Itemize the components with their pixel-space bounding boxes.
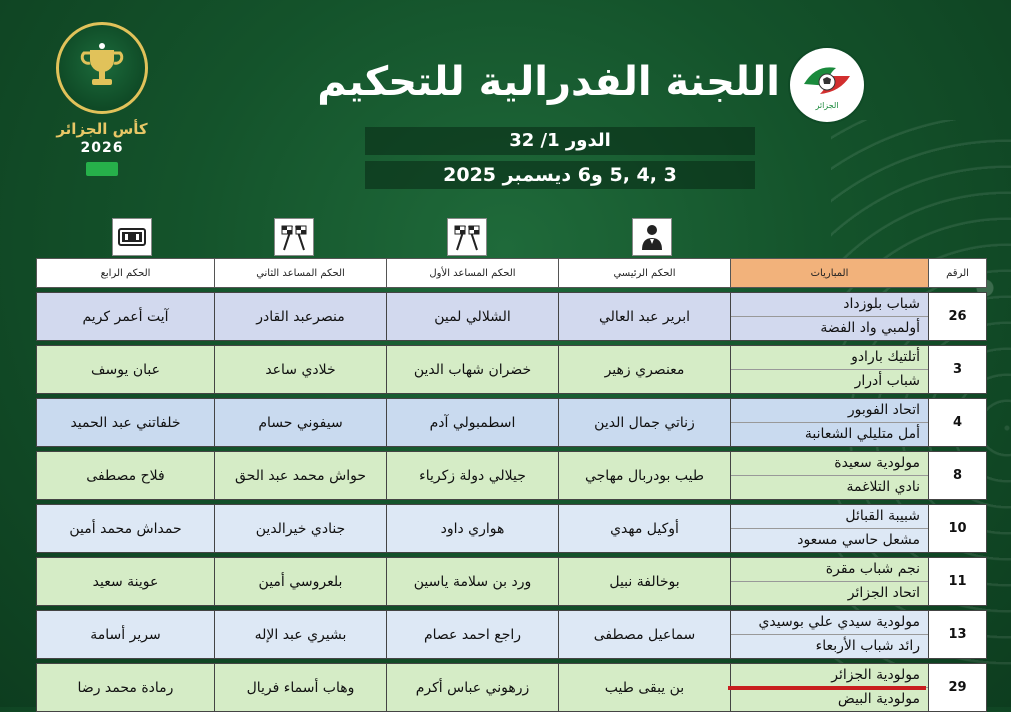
- match-cell: [731, 558, 929, 606]
- table-row: [37, 293, 987, 341]
- away-team: أمل متليلي الشعانبة: [731, 423, 928, 446]
- main-referee: بن يبقى طيب: [559, 664, 731, 712]
- away-team: اتحاد الجزائر: [731, 582, 928, 605]
- table-row: [37, 346, 987, 394]
- assistant-referee-1: جيلالي دولة زكرياء: [387, 452, 559, 500]
- match-dates: 3 ,4 ,5 و6 ديسمبر 2025: [365, 161, 755, 189]
- assistant-referee-1: الشلالي لمين: [387, 293, 559, 341]
- page-title: اللجنة الفدرالية للتحكيم: [317, 59, 780, 105]
- main-referee: معنصري زهير: [559, 346, 731, 394]
- main-referee: طيب بودربال مهاجي: [559, 452, 731, 500]
- fourth-referee: عوينة سعيد: [37, 558, 215, 606]
- federation-caption: الجزائر: [815, 101, 839, 110]
- assistant-referee-2: منصرعبد القادر: [215, 293, 387, 341]
- assistant-referee-2: سيفوني حسام: [215, 399, 387, 447]
- assistant-referee-2: جنادي خيرالدين: [215, 505, 387, 553]
- round-label: الدور 1/ 32: [365, 127, 755, 155]
- algerian-cup-logo: [48, 22, 156, 184]
- assistant-referee-1: ورد بن سلامة ياسين: [387, 558, 559, 606]
- fourth-referee: فلاح مصطفى: [37, 452, 215, 500]
- match-cell: [731, 293, 929, 341]
- assistant-referee-2: بشيري عبد الإله: [215, 611, 387, 659]
- assistant-referee-2: وهاب أسماء فريال: [215, 664, 387, 712]
- assistant-referee-1: اسطمبولي آدم: [387, 399, 559, 447]
- fourth-referee: سرير أسامة: [37, 611, 215, 659]
- table-row: [37, 505, 987, 553]
- assistant-referee-2: بلعروسي أمين: [215, 558, 387, 606]
- match-number: 8: [929, 452, 987, 500]
- match-number: 13: [929, 611, 987, 659]
- table-row: [37, 399, 987, 447]
- match-number: 4: [929, 399, 987, 447]
- header-assistant-1: الحكم المساعد الأول: [387, 259, 559, 288]
- home-team: اتحاد الفوبور: [731, 399, 928, 423]
- away-team: أولمبي واد الفضة: [731, 317, 928, 340]
- home-team: مولودية سعيدة: [731, 452, 928, 476]
- match-cell: [731, 505, 929, 553]
- checkered-flags-icon: [274, 218, 314, 256]
- fourth-referee: آيت أعمر كريم: [37, 293, 215, 341]
- substitution-board-icon: [112, 218, 152, 256]
- trophy-icon: [72, 38, 132, 98]
- header-main-referee: الحكم الرئيسي: [559, 259, 731, 288]
- cup-year: 2026: [80, 140, 124, 156]
- table-row: [37, 558, 987, 606]
- match-cell: [731, 611, 929, 659]
- main-referee: ابرير عبد العالي: [559, 293, 731, 341]
- main-referee: سماعيل مصطفى: [559, 611, 731, 659]
- table-row: [37, 611, 987, 659]
- home-team: شباب بلوزداد: [731, 293, 928, 317]
- table-header-row: [37, 259, 987, 288]
- fourth-referee: حمداش محمد أمين: [37, 505, 215, 553]
- assistant-referee-1: خضران شهاب الدين: [387, 346, 559, 394]
- fourth-referee: عبان يوسف: [37, 346, 215, 394]
- assistant-referee-2: حواش محمد عبد الحق: [215, 452, 387, 500]
- assistant-referee-1: هواري داود: [387, 505, 559, 553]
- match-number: 26: [929, 293, 987, 341]
- main-referee: أوكيل مهدي: [559, 505, 731, 553]
- away-team: مشعل حاسي مسعود: [731, 529, 928, 552]
- referee-person-icon: [632, 218, 672, 256]
- match-number: 29: [929, 664, 987, 712]
- away-team: رائد شباب الأربعاء: [731, 635, 928, 658]
- fourth-referee: رمادة محمد رضا: [37, 664, 215, 712]
- away-team: نادي التلاغمة: [731, 476, 928, 499]
- assistant-referee-2: خلادي ساعد: [215, 346, 387, 394]
- match-cell: [731, 346, 929, 394]
- main-referee: زناتي جمال الدين: [559, 399, 731, 447]
- header-number: الرقم: [929, 259, 987, 288]
- away-team: شباب أدرار: [731, 370, 928, 393]
- header-fourth-referee: الحكم الرابع: [37, 259, 215, 288]
- match-number: 3: [929, 346, 987, 394]
- header-assistant-2: الحكم المساعد الثاني: [215, 259, 387, 288]
- match-number: 11: [929, 558, 987, 606]
- header-matches: المباريات: [731, 259, 929, 288]
- main-referee: بوخالفة نبيل: [559, 558, 731, 606]
- cup-name: كأس الجزائر: [56, 120, 148, 138]
- federation-logo: [790, 48, 864, 122]
- fourth-referee: خلفاتني عبد الحميد: [37, 399, 215, 447]
- flag-strip: [728, 686, 926, 690]
- match-cell: [731, 399, 929, 447]
- checkered-flags-icon: [447, 218, 487, 256]
- away-team: مولودية البيض: [731, 688, 928, 711]
- match-number: 10: [929, 505, 987, 553]
- home-team: مولودية الجزائر: [731, 664, 928, 688]
- home-team: أتلتيك بارادو: [731, 346, 928, 370]
- assistant-referee-1: زرهوني عباس أكرم: [387, 664, 559, 712]
- assistant-referee-1: راجع احمد عصام: [387, 611, 559, 659]
- match-cell: [731, 452, 929, 500]
- trophy-emblem: [56, 22, 148, 114]
- sponsor-badge: [86, 162, 118, 176]
- home-team: مولودية سيدي علي بوسيدي: [731, 611, 928, 635]
- table-row: [37, 452, 987, 500]
- federation-emblem-icon: [796, 54, 858, 116]
- referee-assignments-table: [36, 258, 987, 712]
- home-team: شبيبة القبائل: [731, 505, 928, 529]
- home-team: نجم شباب مقرة: [731, 558, 928, 582]
